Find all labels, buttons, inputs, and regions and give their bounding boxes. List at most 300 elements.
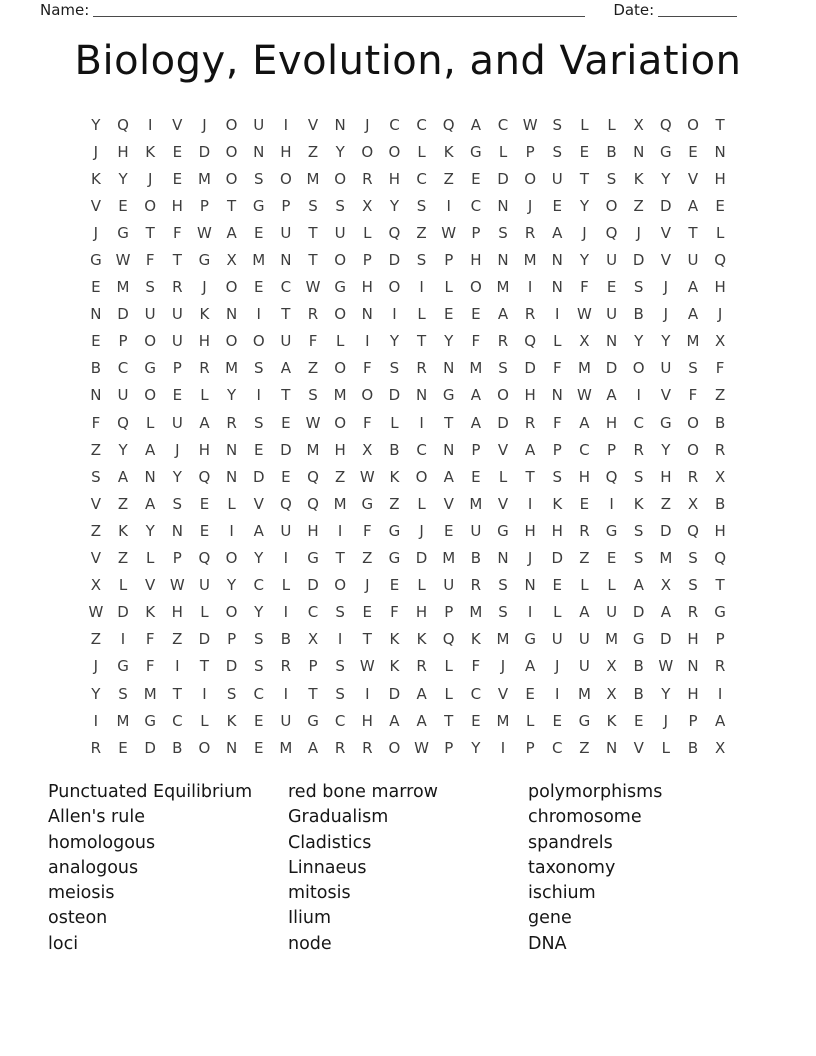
grid-letter: S [335, 684, 345, 703]
grid-letter: D [252, 467, 265, 486]
grid-letter: G [307, 711, 319, 730]
grid-letter: U [198, 576, 210, 595]
grid-letter: C [552, 738, 563, 757]
grid-letter: U [551, 169, 563, 188]
grid-letter: Y [661, 440, 671, 459]
grid-letter: K [443, 142, 454, 161]
grid-letter: J [717, 305, 723, 324]
grid-letter: R [687, 467, 699, 486]
grid-letter: A [525, 657, 536, 676]
grid-letter: N [415, 386, 428, 405]
grid-letter: E [253, 738, 264, 757]
grid-letter: H [578, 467, 591, 486]
grid-letter: K [389, 467, 400, 486]
grid-letter: E [199, 521, 210, 540]
grid-letter: A [199, 413, 210, 432]
word-item: mitosis [288, 883, 351, 904]
grid-letter: S [498, 576, 508, 595]
grid-letter: I [392, 305, 397, 324]
grid-letter: I [229, 521, 234, 540]
grid-letter: P [199, 196, 209, 215]
grid-letter: R [579, 521, 590, 540]
grid-letter: L [444, 684, 453, 703]
grid-letter: Z [579, 738, 590, 757]
grid-letter: H [198, 440, 211, 459]
grid-letter: C [307, 603, 319, 622]
word-item: node [288, 933, 332, 954]
grid-letter: M [469, 603, 483, 622]
grid-letter: O [252, 332, 265, 351]
grid-letter: L [444, 278, 453, 297]
grid-letter: G [470, 142, 482, 161]
grid-letter: D [497, 413, 509, 432]
grid-letter: B [606, 142, 617, 161]
grid-letter: S [226, 684, 237, 703]
grid-letter: S [552, 142, 563, 161]
grid-letter: E [172, 142, 183, 161]
grid-letter: L [200, 386, 209, 405]
grid-letter: M [469, 359, 483, 378]
grid-letter: M [577, 684, 591, 703]
grid-letter: J [527, 196, 533, 215]
grid-letter: Y [172, 467, 182, 486]
grid-letter: A [687, 278, 699, 297]
grid-letter: F [390, 603, 399, 622]
grid-letter: D [632, 603, 645, 622]
grid-letter: L [227, 494, 236, 513]
grid-letter: E [172, 386, 183, 405]
grid-letter: T [281, 386, 291, 405]
grid-letter: C [416, 440, 427, 459]
grid-letter: C [416, 169, 427, 188]
grid-letter: V [307, 115, 319, 134]
grid-letter: R [714, 657, 726, 676]
grid-letter: U [171, 413, 183, 432]
grid-letter: L [498, 467, 508, 486]
word-item: spandrels [528, 832, 613, 853]
grid-row [82, 680, 733, 707]
grid-letter: I [555, 305, 560, 324]
grid-letter: X [714, 738, 726, 757]
grid-letter: U [578, 657, 590, 676]
grid-letter: X [90, 576, 102, 595]
grid-letter: C [579, 440, 590, 459]
grid-letter: A [416, 711, 427, 730]
grid-letter: M [333, 386, 347, 405]
grid-letter: E [199, 494, 210, 513]
grid-letter: V [90, 494, 102, 513]
grid-letter: H [361, 711, 373, 730]
grid-letter: V [687, 169, 699, 188]
grid-letter: W [522, 115, 538, 134]
grid-letter: W [359, 467, 375, 486]
word-item: Punctuated Equilibrium [48, 782, 253, 802]
grid-letter: S [91, 467, 101, 486]
grid-letter: I [527, 278, 533, 297]
grid-letter: Q [605, 223, 618, 242]
grid-letter: V [145, 576, 156, 595]
grid-letter: H [524, 521, 536, 540]
grid-letter: N [90, 305, 102, 324]
grid-letter: S [253, 359, 264, 378]
grid-letter: D [632, 251, 645, 270]
grid-letter: N [334, 115, 346, 134]
grid-letter: D [660, 196, 672, 215]
grid-letter: S [145, 278, 155, 297]
grid-letter: M [252, 251, 266, 270]
grid-letter: F [91, 413, 101, 432]
grid-letter: W [658, 657, 674, 676]
grid-letter: M [577, 359, 591, 378]
grid-letter: H [117, 142, 129, 161]
grid-letter: S [498, 603, 508, 622]
grid-letter: M [333, 494, 347, 513]
grid-letter: F [362, 413, 372, 432]
grid-letter: R [416, 359, 427, 378]
grid-letter: H [280, 142, 292, 161]
grid-letter: J [175, 440, 180, 459]
grid-letter: A [660, 603, 671, 622]
grid-letter: Z [579, 549, 590, 568]
grid-letter: S [335, 196, 345, 215]
grid-letter: B [714, 494, 726, 513]
grid-letter: P [118, 332, 128, 351]
grid-letter: E [443, 305, 454, 324]
grid-letter: B [687, 738, 699, 757]
grid-letter: L [580, 576, 589, 595]
grid-letter: O [225, 549, 238, 568]
grid-letter: L [145, 549, 155, 568]
grid-row [82, 490, 733, 517]
grid-letter: A [606, 386, 617, 405]
grid-letter: U [687, 251, 699, 270]
grid-letter: V [633, 738, 644, 757]
grid-letter: E [688, 142, 698, 161]
grid-letter: I [337, 521, 343, 540]
grid-letter: J [663, 711, 669, 730]
grid-letter: Z [633, 196, 644, 215]
word-item: ischium [528, 883, 596, 904]
grid-letter: G [660, 142, 672, 161]
grid-letter: N [497, 196, 509, 215]
grid-letter: M [143, 684, 157, 703]
grid-letter: G [660, 413, 672, 432]
grid-letter: Q [279, 494, 292, 513]
grid-letter: I [175, 657, 180, 676]
grid-letter: F [471, 332, 481, 351]
grid-letter: S [633, 467, 644, 486]
grid-letter: Z [416, 223, 427, 242]
grid-letter: R [199, 359, 210, 378]
grid-letter: E [281, 467, 291, 486]
grid-letter: F [145, 630, 155, 649]
grid-letter: B [470, 549, 481, 568]
grid-letter: N [253, 142, 265, 161]
grid-letter: K [470, 630, 481, 649]
grid-letter: O [334, 305, 347, 324]
grid-letter: I [717, 684, 723, 703]
grid-letter: J [365, 115, 370, 134]
grid-letter: M [686, 332, 700, 351]
grid-letter: V [90, 196, 102, 215]
grid-letter: Q [442, 115, 455, 134]
grid-letter: N [443, 359, 455, 378]
grid-letter: I [337, 630, 343, 649]
grid-letter: J [582, 223, 587, 242]
grid-letter: Q [307, 494, 319, 513]
grid-letter: H [660, 467, 672, 486]
grid-letter: O [361, 386, 374, 405]
grid-letter: D [117, 305, 129, 324]
grid-letter: N [90, 386, 102, 405]
grid-letter: F [715, 359, 725, 378]
grid-letter: X [714, 467, 726, 486]
grid-letter: R [362, 738, 373, 757]
grid-letter: C [470, 196, 482, 215]
grid-letter: O [334, 359, 347, 378]
grid-letter: G [90, 251, 102, 270]
grid-letter: P [471, 223, 481, 242]
grid-letter: T [199, 657, 210, 676]
grid-letter: G [361, 494, 374, 513]
grid-letter: S [389, 359, 400, 378]
word-search-grid [82, 111, 733, 761]
grid-letter: A [552, 223, 563, 242]
grid-letter: E [471, 467, 481, 486]
grid-letter: U [334, 223, 346, 242]
grid-letter: Z [117, 549, 129, 568]
grid-letter: N [551, 386, 563, 405]
grid-letter: S [253, 657, 264, 676]
grid-letter: X [579, 332, 590, 351]
grid-letter: R [524, 413, 536, 432]
grid-letter: F [145, 657, 155, 676]
grid-letter: C [633, 413, 644, 432]
grid-letter: H [415, 603, 428, 622]
grid-letter: N [144, 467, 156, 486]
grid-letter: G [388, 521, 401, 540]
grid-letter: G [714, 603, 726, 622]
grid-letter: Z [443, 169, 454, 188]
grid-letter: N [605, 332, 618, 351]
grid-letter: O [415, 467, 428, 486]
grid-letter: V [90, 549, 102, 568]
word-list-column [528, 780, 768, 957]
grid-letter: X [362, 440, 373, 459]
grid-letter: M [306, 169, 320, 188]
grid-letter: Z [714, 386, 726, 405]
grid-letter: R [633, 440, 644, 459]
grid-letter: T [715, 115, 725, 134]
grid-letter: Q [198, 467, 211, 486]
grid-letter: H [361, 278, 373, 297]
grid-letter: Q [307, 467, 319, 486]
grid-letter: I [365, 684, 370, 703]
grid-letter: O [687, 440, 699, 459]
grid-letter: D [388, 251, 401, 270]
grid-letter: M [496, 278, 510, 297]
grid-letter: V [497, 684, 509, 703]
grid-letter: R [280, 657, 292, 676]
grid-letter: F [172, 223, 182, 242]
grid-letter: A [497, 305, 509, 324]
grid-letter: K [199, 305, 210, 324]
grid-letter: T [444, 413, 454, 432]
grid-letter: B [633, 657, 644, 676]
grid-row [82, 219, 733, 246]
name-blank-line [93, 0, 585, 17]
grid-letter: O [388, 278, 401, 297]
grid-letter: S [253, 630, 264, 649]
grid-letter: J [93, 223, 99, 242]
grid-row [82, 572, 733, 599]
grid-letter: J [202, 278, 207, 297]
grid-letter: R [307, 305, 319, 324]
grid-letter: K [145, 603, 156, 622]
grid-letter: T [579, 169, 589, 188]
grid-letter: H [198, 332, 211, 351]
grid-letter: Q [388, 223, 401, 242]
grid-letter: O [144, 332, 157, 351]
grid-letter: E [281, 413, 291, 432]
grid-letter: M [469, 494, 483, 513]
word-item: Allen's rule [48, 807, 145, 828]
grid-letter: L [417, 142, 426, 161]
grid-letter: I [283, 115, 289, 134]
word-item: analogous [48, 857, 139, 878]
grid-letter: L [417, 576, 426, 595]
grid-letter: K [118, 521, 128, 540]
grid-letter: T [227, 196, 237, 215]
grid-letter: B [633, 305, 644, 324]
grid-letter: O [334, 413, 347, 432]
grid-letter: D [198, 630, 211, 649]
grid-letter: W [576, 305, 592, 324]
grid-letter: A [470, 386, 481, 405]
grid-letter: D [660, 630, 672, 649]
grid-letter: A [579, 603, 590, 622]
grid-letter: Y [91, 115, 101, 134]
grid-letter: E [91, 332, 101, 351]
grid-letter: F [552, 413, 562, 432]
grid-letter: A [687, 305, 699, 324]
grid-letter: L [118, 576, 128, 595]
grid-letter: K [226, 711, 237, 730]
grid-letter: W [576, 386, 592, 405]
grid-letter: J [147, 169, 153, 188]
grid-letter: O [225, 603, 238, 622]
grid-letter: D [415, 549, 428, 568]
grid-letter: P [362, 251, 372, 270]
grid-letter: Y [389, 332, 400, 351]
word-item: Linnaeus [288, 857, 367, 878]
grid-letter: P [444, 251, 454, 270]
grid-letter: M [116, 711, 130, 730]
grid-row [82, 653, 733, 680]
grid-letter: A [416, 684, 427, 703]
grid-letter: E [525, 684, 535, 703]
grid-letter: R [524, 305, 536, 324]
grid-letter: K [606, 711, 617, 730]
grid-letter: H [687, 684, 699, 703]
grid-letter: Z [90, 440, 102, 459]
grid-letter: G [605, 521, 618, 540]
grid-letter: Y [579, 251, 589, 270]
grid-letter: P [172, 549, 182, 568]
grid-letter: J [365, 576, 370, 595]
grid-letter: Y [444, 332, 454, 351]
grid-letter: S [308, 196, 318, 215]
grid-letter: J [527, 549, 533, 568]
grid-letter: A [253, 521, 264, 540]
grid-letter: R [226, 413, 237, 432]
grid-letter: F [362, 359, 372, 378]
grid-letter: Y [389, 196, 400, 215]
grid-row [82, 436, 733, 463]
grid-letter: N [225, 467, 238, 486]
grid-letter: R [497, 332, 509, 351]
grid-row [82, 355, 733, 382]
grid-letter: E [552, 576, 563, 595]
grid-letter: V [660, 223, 671, 242]
grid-letter: Q [117, 115, 129, 134]
grid-letter: U [280, 521, 292, 540]
grid-letter: V [497, 440, 509, 459]
grid-letter: F [580, 278, 589, 297]
grid-letter: N [714, 142, 726, 161]
grid-row [82, 463, 733, 490]
grid-letter: A [470, 115, 481, 134]
grid-letter: L [200, 603, 209, 622]
grid-letter: H [388, 169, 401, 188]
grid-letter: T [281, 305, 291, 324]
grid-letter: T [308, 223, 318, 242]
grid-letter: D [388, 684, 401, 703]
grid-letter: N [497, 251, 509, 270]
grid-letter: Y [335, 142, 345, 161]
date-label: Date: [613, 1, 655, 19]
grid-letter: P [444, 738, 454, 757]
grid-letter: F [552, 359, 562, 378]
grid-letter: E [253, 278, 264, 297]
grid-letter: G [578, 711, 591, 730]
grid-letter: F [362, 521, 372, 540]
grid-letter: T [172, 251, 182, 270]
grid-letter: O [497, 386, 509, 405]
grid-letter: F [145, 251, 155, 270]
grid-letter: X [606, 684, 617, 703]
grid-letter: A [633, 576, 644, 595]
grid-letter: M [496, 711, 510, 730]
grid-letter: T [145, 223, 155, 242]
grid-letter: L [444, 657, 453, 676]
grid-letter: U [117, 386, 129, 405]
grid-letter: M [225, 359, 239, 378]
grid-row [82, 545, 733, 572]
grid-letter: W [414, 738, 429, 757]
grid-letter: B [389, 440, 400, 459]
grid-letter: Q [605, 467, 618, 486]
grid-letter: Z [335, 467, 346, 486]
word-list [48, 780, 768, 957]
grid-letter: I [283, 684, 289, 703]
grid-letter: I [283, 603, 289, 622]
grid-letter: C [497, 115, 509, 134]
grid-letter: R [687, 603, 699, 622]
grid-letter: P [444, 603, 454, 622]
page-title: Biology, Evolution, and Variation [74, 38, 742, 84]
grid-letter: X [606, 657, 617, 676]
